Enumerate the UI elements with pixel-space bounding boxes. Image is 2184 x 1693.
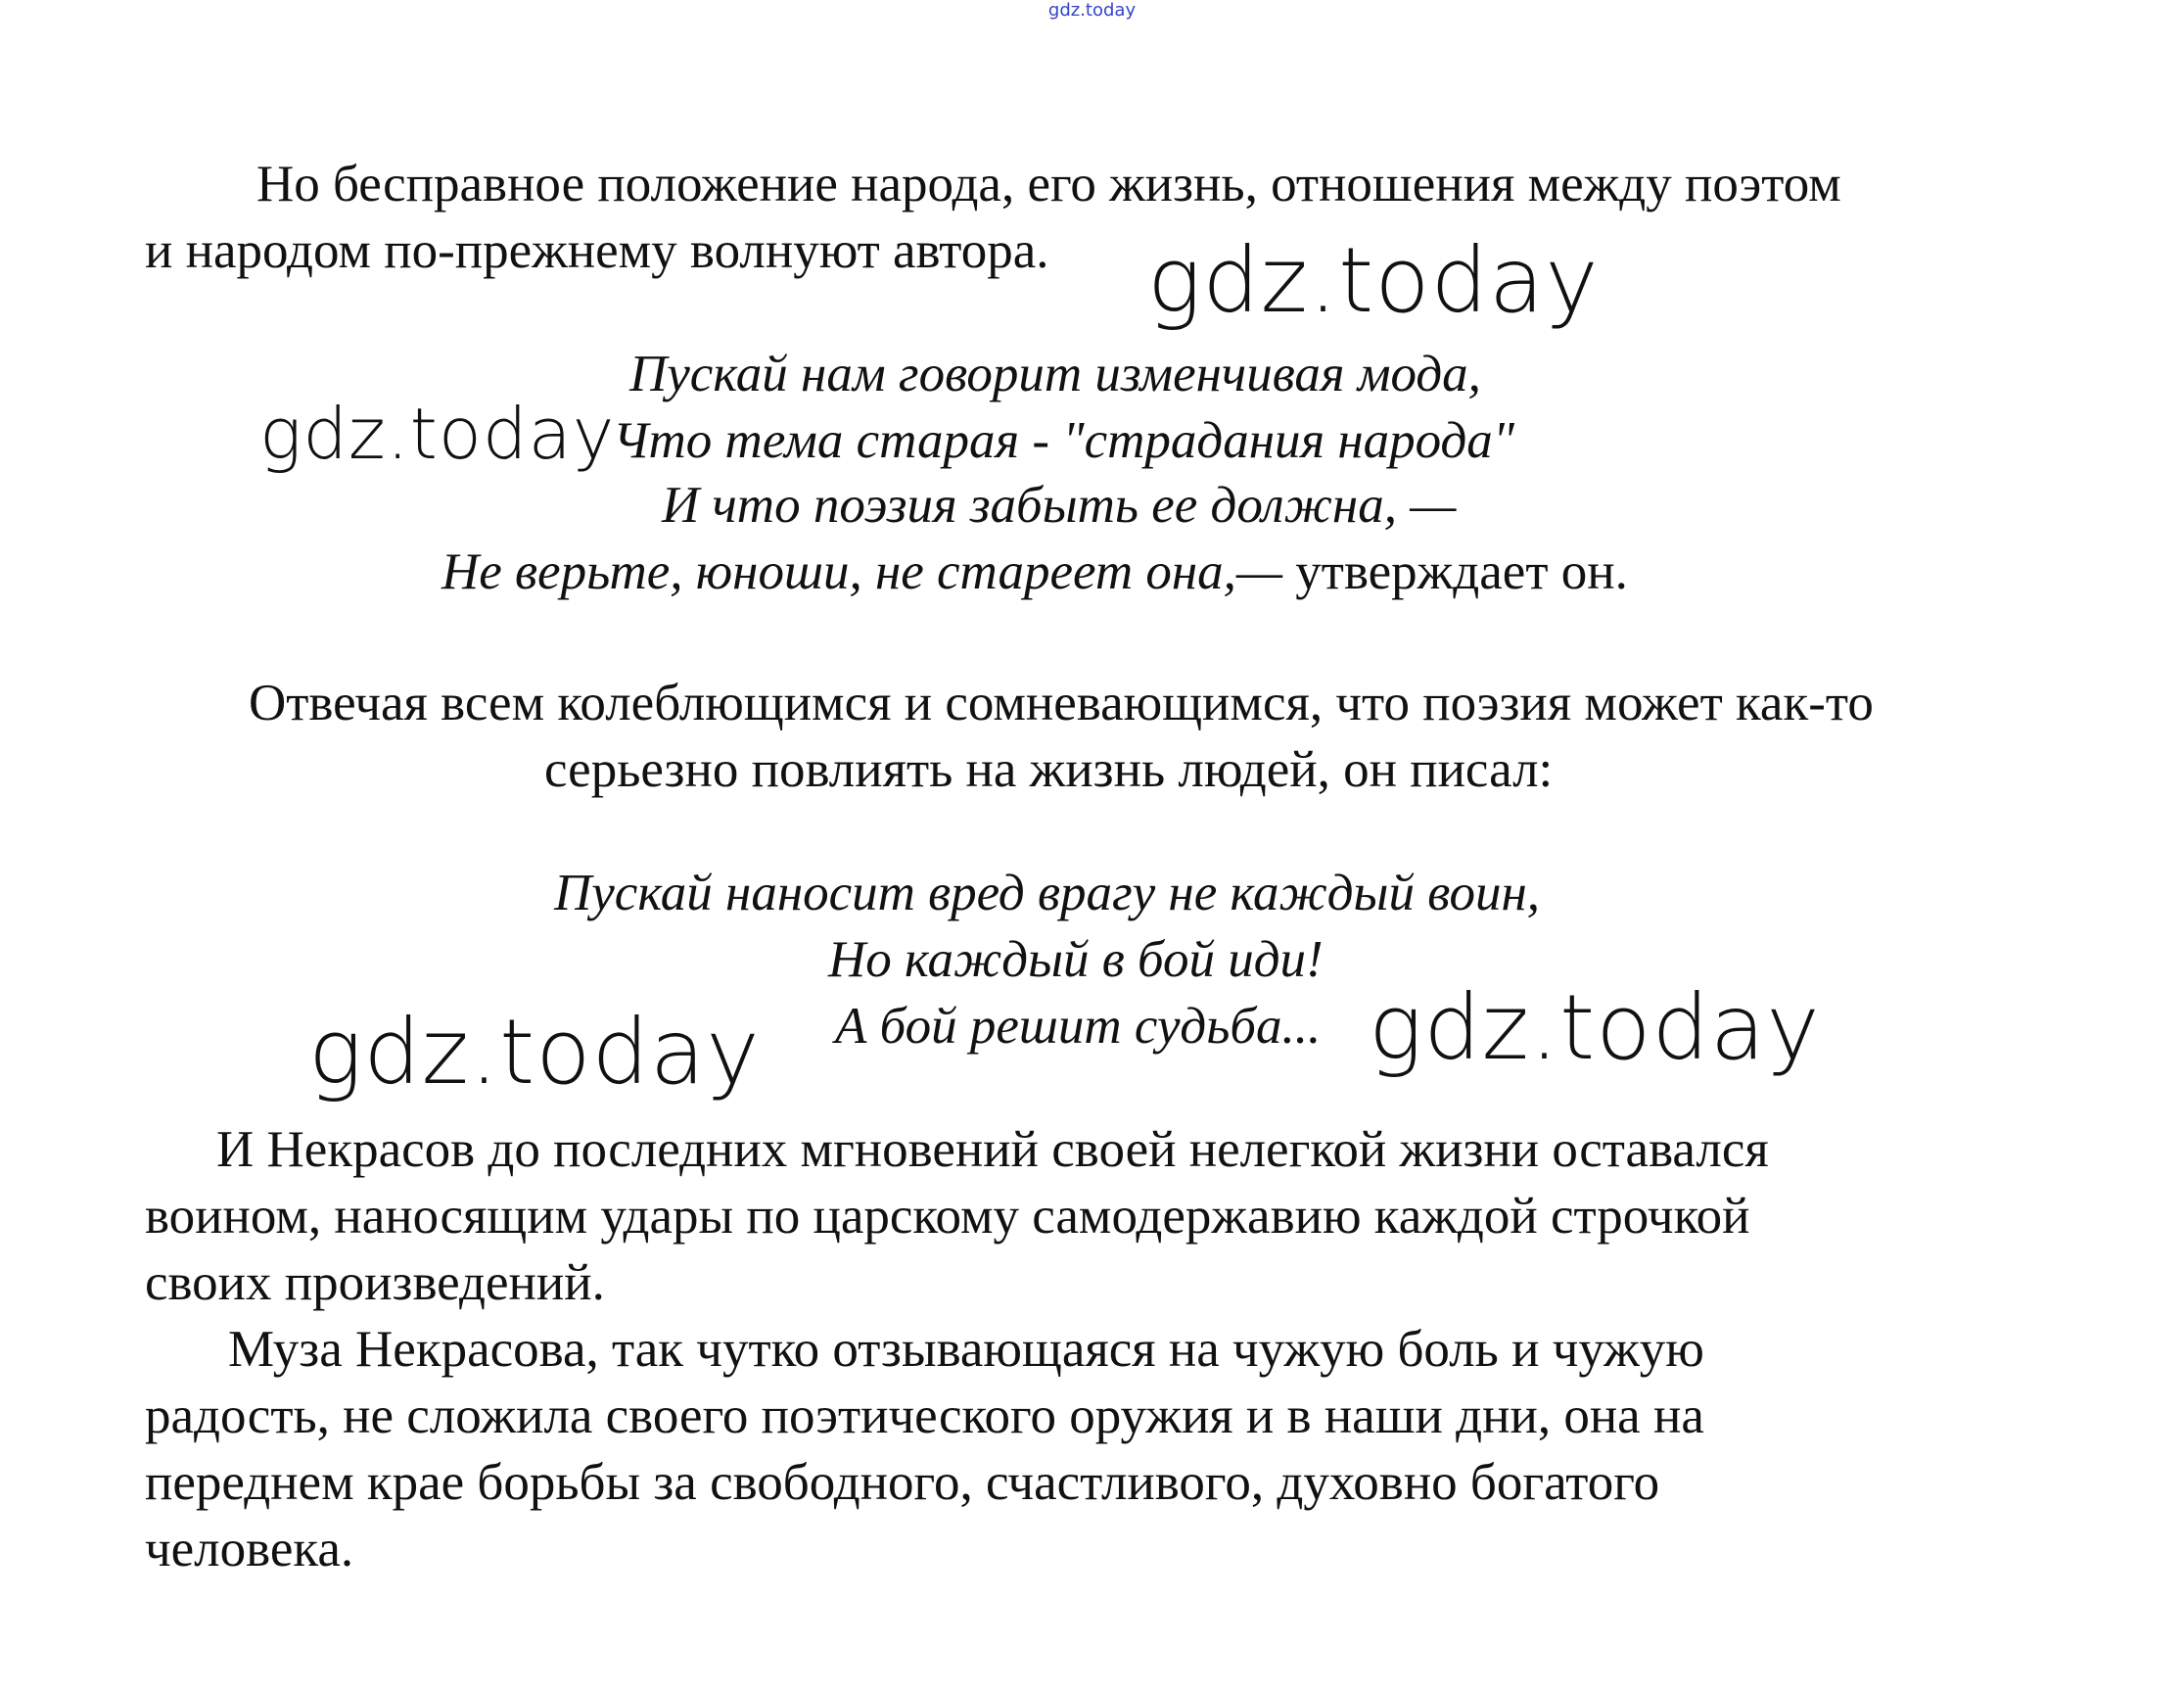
watermark-top-right: gdz.today [1147, 228, 1600, 333]
paragraph-3-line-1: И Некрасов до последних мгновений своей нелегкой жизни оставался [216, 1121, 1769, 1178]
paragraph-3-line-3: своих произведений. [145, 1254, 605, 1311]
paragraph-3-line-2: воином, наносящим удары по царскому самодержавию каждой строчкой [145, 1188, 1750, 1245]
verse-1-line-1: Пускай нам говорит изменчивая мода, [629, 346, 1481, 402]
watermark-bottom-left: gdz.today [308, 1000, 761, 1105]
watermark-left: gdz.today [259, 393, 616, 475]
paragraph-4-line-1: Муза Некрасова, так чутко отзывающаяся на чужую боль и чужую [228, 1321, 1704, 1378]
verse-2-line-2: Но каждый в бой иди! [828, 931, 1324, 988]
verse-2-line-1: Пускай наносит вред врагу не каждый воин, [554, 865, 1541, 921]
verse-1-line-4 [441, 539, 1628, 605]
verse-1-line-4-quote: Не верьте, юноши, не стареет она,— [441, 543, 1283, 600]
watermark-bottom-right: gdz.today [1369, 975, 1821, 1080]
header-site-watermark: gdz.today [1047, 0, 1137, 21]
paragraph-1-line-1: Но бесправное положение народа, его жизнь, отношения между поэтом [256, 156, 1841, 212]
paragraph-2-line-2: серьезно повлиять на жизнь людей, он писал: [544, 741, 1554, 798]
verse-1-line-4-attribution: утверждает он. [1282, 543, 1628, 600]
paragraph-2-line-1: Отвечая всем колеблющимся и сомневающимся, что поэзия может как-то [249, 675, 1874, 731]
paragraph-1-line-2: и народом по-прежнему волнуют автора. [145, 222, 1049, 279]
paragraph-4-line-3: переднем крае борьбы за свободного, счастливого, духовно богатого [145, 1454, 1660, 1511]
verse-1-line-2: Что тема старая - "страдания народа" [613, 412, 1515, 469]
verse-1-line-3: И что поэзия забыть ее должна, — [662, 477, 1457, 534]
verse-2-line-3: А бой решит судьба... [835, 998, 1322, 1055]
paragraph-4-line-4: человека. [145, 1521, 354, 1577]
paragraph-4-line-2: радость, не сложила своего поэтического оружия и в наши дни, она на [145, 1387, 1704, 1444]
